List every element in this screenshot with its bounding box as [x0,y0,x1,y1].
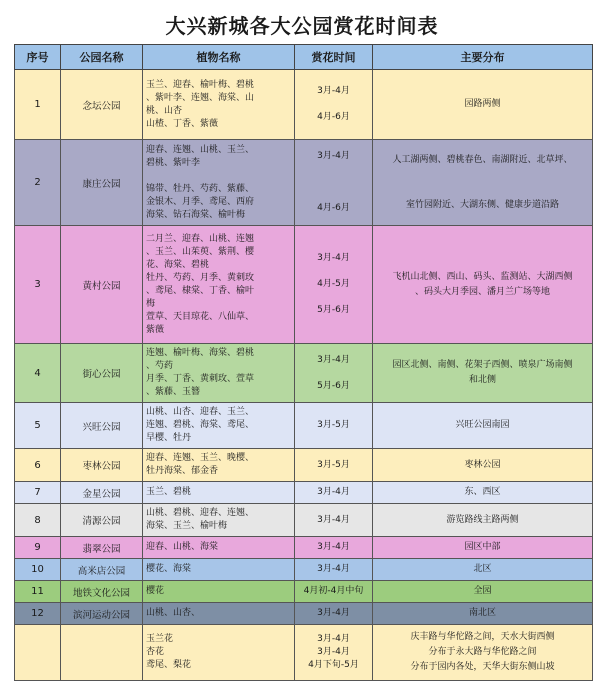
plant-names [143,581,295,603]
plant-line: 牡丹海棠、郁金香 [146,466,219,476]
plant-line: 紫薇 [146,324,165,335]
header-distribution: 主要分布 [373,45,593,70]
plant-line: 二月兰、迎春、山桃、连翘 [146,233,255,244]
bloom-time [295,226,373,344]
plant-line: 桃、山杏 [146,105,183,116]
distribution-line: 人工湖两侧、碧桃春色、南湖附近、北草坪、 [392,154,573,165]
distribution-line: 分布于园内各处，天华大街东侧山坡 [410,662,555,672]
distribution-line: 室竹园附近、大湖东侧、健康步道沿路 [405,199,559,210]
plant-line: 樱花 [146,586,165,596]
table-header-row [15,45,593,70]
table-row [15,482,593,504]
plant-names [143,70,295,140]
plant-names [143,140,295,226]
header-no: 序号 [15,45,61,70]
park-name: 地铁文化公园 [61,581,143,603]
time-line: 4月初-4月中旬 [303,586,364,596]
plant-line: 早樱、牡丹 [146,433,192,443]
row-number: 6 [15,449,61,482]
park-name: 滨河运动公园 [61,603,143,625]
plant-line: 玉兰、迎春、榆叶梅、碧桃 [146,79,255,90]
plant-names [143,603,295,625]
park-name: 黄村公园 [61,226,143,344]
plant-line: 迎春、山桃、海棠 [146,542,219,552]
row-number: 8 [15,504,61,537]
bloom-time [295,344,373,403]
header-park-name: 公园名称 [61,45,143,70]
distribution [373,625,593,681]
plant-line: 锦带、牡丹、芍药、紫藤、 [146,183,255,194]
park-flower-table [14,44,593,681]
plant-line: 金银木、月季、鸢尾、西府 [146,196,255,207]
distribution-line: 北区 [473,564,492,574]
plant-line: 萱草、天目琼花、八仙草、 [146,311,255,322]
table-row [15,140,593,226]
table-row [15,537,593,559]
plant-line: 鸢尾、梨花 [146,660,192,670]
page-title: 大兴新城各大公园赏花时间表 [165,14,439,38]
time-line [298,176,369,189]
bloom-time [295,140,373,226]
time-line: 3月-5月 [317,420,350,430]
time-line: 3月-4月 [317,542,350,552]
bloom-time [295,403,373,449]
time-line [298,163,369,176]
park-name: 高米店公园 [61,559,143,581]
header-plant-name: 植物名称 [143,45,295,70]
plant-names [143,537,295,559]
distribution-line [376,168,589,183]
time-line: 3月-4月 [317,354,350,365]
row-number [15,625,61,681]
time-line: 3月-4月 [317,647,350,657]
time-line: 3月-4月 [317,487,350,497]
time-line [298,265,369,278]
time-line: 3月-4月 [317,151,350,161]
time-line: 3月-5月 [317,459,350,470]
plant-line: 山楂、丁香、紫薇 [146,118,219,129]
plant-line: 、鸢尾、棣棠、丁香、榆叶 [146,285,255,296]
distribution [373,226,593,344]
row-number: 4 [15,344,61,403]
time-line: 4月下旬-5月 [308,660,359,670]
table-row [15,603,593,625]
park-name: 枣林公园 [61,449,143,482]
table-row [15,344,593,403]
plant-line: 牡丹、芍药、月季、黄刺玫 [146,272,255,283]
time-line: 3月-4月 [317,253,350,263]
distribution [373,537,593,559]
time-line: 5月-6月 [317,380,350,391]
time-line: 3月-4月 [317,564,350,574]
row-number: 10 [15,559,61,581]
plant-names [143,449,295,482]
plant-names [143,226,295,344]
park-name: 清源公园 [61,504,143,537]
plant-line: 山桃、碧桃、迎春、连翘、 [146,508,255,518]
bloom-time [295,603,373,625]
park-name: 金星公园 [61,482,143,504]
plant-names [143,403,295,449]
header-bloom-time: 赏花时间 [295,45,373,70]
distribution [373,70,593,140]
row-number: 3 [15,226,61,344]
time-line: 3月-4月 [317,86,350,96]
distribution-line [376,183,589,198]
distribution-line: 庆丰路与华佗路之间，天水大街西侧 [410,632,555,642]
park-name: 康庄公园 [61,140,143,226]
distribution-line: 南北区 [468,608,496,618]
plant-line: 连翘、榆叶梅、海棠、碧桃 [146,348,255,358]
row-number: 5 [15,403,61,449]
time-line: 4月-6月 [317,112,350,122]
plant-names [143,625,295,681]
table-row [15,449,593,482]
distribution-line: 园区北侧、南侧、花架子西侧、喷泉广场南侧 [392,360,573,370]
row-number: 7 [15,482,61,504]
plant-line: 玉兰花 [146,634,174,644]
plant-line: 迎春、连翘、山桃、玉兰、 [146,144,255,155]
plant-names [143,504,295,537]
distribution-line: 、码头大月季园、潘月兰广场等地 [414,286,550,297]
distribution-line: 枣林公园 [464,459,501,470]
distribution-line: 兴旺公园南园 [455,420,510,430]
distribution-line: 园区中部 [464,542,501,552]
plant-line [146,170,291,183]
plant-line: 海棠、钻石海棠、榆叶梅 [146,209,246,220]
park-name: 兴旺公园 [61,403,143,449]
distribution [373,603,593,625]
distribution-line: 分布于永大路与华佗路之间 [428,647,537,657]
time-line [298,98,369,111]
plant-line: 、紫藤、玉簪 [146,387,201,397]
table-row [15,625,593,681]
plant-line: 玉兰、碧桃 [146,487,192,497]
time-line: 3月-4月 [317,608,350,618]
table-row [15,70,593,140]
plant-line: 连翘、碧桃、海棠、鸢尾、 [146,420,255,430]
time-line: 5月-6月 [317,305,350,315]
distribution-line: 和北侧 [468,375,496,385]
distribution-line: 全园 [473,586,492,596]
park-name: 翡翠公园 [61,537,143,559]
bloom-time [295,449,373,482]
distribution-line: 游览路线主路两侧 [446,514,519,525]
distribution [373,344,593,403]
bloom-time [295,504,373,537]
plant-line: 杏花 [146,647,165,657]
distribution [373,482,593,504]
plant-names [143,344,295,403]
plant-names [143,482,295,504]
plant-line: 、玉兰、山茱萸、紫荆、樱 [146,246,255,257]
distribution [373,403,593,449]
row-number: 9 [15,537,61,559]
park-name: 街心公园 [61,344,143,403]
time-line: 3月-4月 [317,634,350,644]
time-line: 4月-6月 [317,203,350,213]
plant-line: 迎春、连翘、玉兰、晚樱、 [146,453,255,463]
time-line: 4月-5月 [317,279,350,289]
distribution-line: 飞机山北侧、西山、码头、监测站、大湖西侧 [392,271,573,282]
time-line [298,189,369,202]
distribution [373,581,593,603]
plant-line: 梅 [146,298,156,309]
table-row [15,559,593,581]
distribution [373,559,593,581]
table-row [15,403,593,449]
bloom-time [295,482,373,504]
plant-line: 、芍药 [146,361,174,371]
plant-line: 、紫叶李、连翘、海棠、山 [146,92,255,103]
distribution-line: 园路两侧 [464,99,501,109]
table-row [15,581,593,603]
row-number: 11 [15,581,61,603]
row-number: 2 [15,140,61,226]
bloom-time [295,625,373,681]
bloom-time [295,70,373,140]
row-number: 12 [15,603,61,625]
plant-names [143,559,295,581]
plant-line: 樱花、海棠 [146,564,192,574]
row-number: 1 [15,70,61,140]
plant-line: 山桃、山杏、 [146,608,201,618]
plant-line: 碧桃、紫叶李 [146,157,201,168]
distribution [373,140,593,226]
distribution [373,449,593,482]
distribution-line: 东、西区 [464,487,501,497]
bloom-time [295,559,373,581]
table-row [15,226,593,344]
distribution [373,504,593,537]
park-name [61,625,143,681]
plant-line: 海棠、玉兰、榆叶梅 [146,521,228,531]
bloom-time [295,537,373,559]
time-line: 3月-4月 [317,514,350,525]
time-line [298,367,369,380]
plant-line: 花、海棠、碧桃 [146,259,210,270]
plant-line: 月季、丁香、黄刺玫、萱草 [146,374,255,384]
time-line [298,291,369,304]
bloom-time [295,581,373,603]
park-name: 念坛公园 [61,70,143,140]
table-row [15,504,593,537]
plant-line: 山桃、山杏、迎春、玉兰、 [146,407,255,417]
